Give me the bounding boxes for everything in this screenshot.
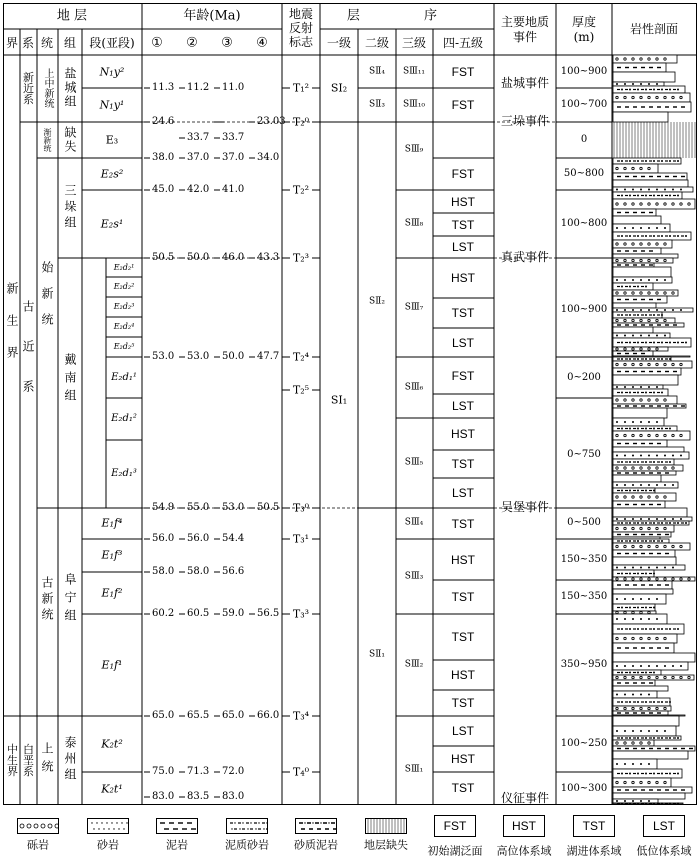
seismic-header: 地震反射标志 xyxy=(288,7,313,49)
thickness-0: 100~900 xyxy=(560,66,608,77)
col-formation: 组 xyxy=(63,36,77,50)
member-e1f4: E₁f⁴ xyxy=(101,516,123,530)
series-oligocene: 渐新统 xyxy=(43,128,52,152)
member-n1y2: N₁y² xyxy=(99,65,125,79)
member-e2d2-3: E₂d₂³ xyxy=(113,302,135,311)
age-c4-0: 23.03 xyxy=(257,116,286,127)
systems-tract-9: FST xyxy=(451,368,475,383)
age-c1-0: 11.3 xyxy=(152,82,175,93)
strata-header: 地 层 xyxy=(56,8,88,24)
thickness-8: 0~500 xyxy=(567,517,601,528)
legend-label-4: 砂质泥岩 xyxy=(294,838,338,852)
formation-missing: 缺失 xyxy=(63,126,77,154)
legend-swatch-sandy-mudstone xyxy=(295,818,337,834)
event-zhenwu: 真武事件 xyxy=(500,250,550,264)
member-e2s1: E₂s¹ xyxy=(100,217,124,231)
legend-swatch-hiatus xyxy=(365,818,407,834)
age-c3-3: 41.0 xyxy=(222,184,245,195)
seismic-marker-9: T₃⁴ xyxy=(292,709,310,723)
age-c2-1: 33.7 xyxy=(187,132,210,143)
age-c1-2: 38.0 xyxy=(152,152,175,163)
age-c2-6: 55.0 xyxy=(187,502,210,513)
member-e2d1-1: E₂d₁¹ xyxy=(111,372,137,383)
seq2-sii2: SⅡ₂ xyxy=(369,296,385,307)
age-c2-8: 58.0 xyxy=(187,566,210,577)
seq-level-3: 三级 xyxy=(401,36,427,50)
legend-label-6: 初始湖泛面 xyxy=(427,844,483,858)
legend-swatch-sandstone xyxy=(87,818,129,834)
seismic-marker-10: T₄⁰ xyxy=(292,765,310,779)
seq3-4: SⅢ₇ xyxy=(404,302,424,313)
col-erathem: 界 xyxy=(5,36,19,50)
age-c1-4: 50.5 xyxy=(152,252,175,263)
age-c1-9: 60.2 xyxy=(152,608,175,619)
system-paleogene: 古近系 xyxy=(21,300,35,420)
age-c4-6: 66.0 xyxy=(257,710,280,721)
seq3-6: SⅢ₅ xyxy=(404,457,424,468)
systems-tract-5: LST xyxy=(451,240,475,254)
age-c3-5: 50.0 xyxy=(222,351,245,362)
systems-tract-7: TST xyxy=(451,306,475,320)
seismic-marker-2: T₂² xyxy=(292,183,310,197)
formation-dainan: 戴南组 xyxy=(63,353,77,407)
lithology-header: 岩性剖面 xyxy=(629,22,679,36)
system-cretaceous: 白垩系 xyxy=(21,743,35,777)
age-c3-6: 53.0 xyxy=(222,502,245,513)
seq3-2: SⅢ₉ xyxy=(404,144,424,155)
member-e1f2: E₁f² xyxy=(101,586,123,600)
age-c2-10: 65.5 xyxy=(187,710,210,721)
legend-label-8: 湖进体系域 xyxy=(566,844,622,858)
seq3-3: SⅢ₈ xyxy=(404,218,424,229)
member-e2d2-1: E₂d₂¹ xyxy=(113,263,135,272)
age-c3-12: 83.0 xyxy=(222,791,245,802)
formation-funing: 阜宁组 xyxy=(63,573,77,627)
age-c2-9: 60.5 xyxy=(187,608,210,619)
seq1-si2: SⅠ₂ xyxy=(330,81,348,95)
age-col-1: ① xyxy=(151,35,163,51)
member-e2d2-5: E₂d₂⁵ xyxy=(113,342,135,351)
formation-taizhou: 泰州组 xyxy=(63,736,77,784)
systems-tract-8: LST xyxy=(451,335,475,350)
seq3-1: SⅢ₁₀ xyxy=(402,99,426,110)
age-c4-1: 34.0 xyxy=(257,152,280,163)
col-member: 段(亚段) xyxy=(89,36,135,50)
seismic-marker-4: T₂⁴ xyxy=(292,350,310,364)
age-c2-3: 42.0 xyxy=(187,184,210,195)
events-header: 主要地质事件 xyxy=(500,15,549,44)
age-col-3: ③ xyxy=(221,35,233,51)
member-e2d2-4: E₂d₂⁴ xyxy=(113,322,135,331)
age-c3-9: 59.0 xyxy=(222,608,245,619)
age-c3-2: 37.0 xyxy=(222,152,245,163)
age-c3-11: 72.0 xyxy=(222,766,245,777)
thickness-1: 100~700 xyxy=(560,99,608,110)
member-k2t2: K₂t² xyxy=(101,737,123,751)
seismic-marker-6: T₃⁰ xyxy=(292,501,310,515)
legend-label-1: 砂岩 xyxy=(97,838,119,852)
legend-swatch-muddy-sandstone xyxy=(226,818,268,834)
thickness-9: 150~350 xyxy=(560,554,608,565)
age-c4-3: 47.7 xyxy=(257,351,280,362)
systems-tract-1: FST xyxy=(451,98,475,112)
member-e2d2-2: E₂d₂² xyxy=(113,282,135,291)
thickness-10: 150~350 xyxy=(560,591,608,602)
age-c1-6: 54.9 xyxy=(152,502,175,513)
age-c2-7: 56.0 xyxy=(187,533,210,544)
systems-tract-12: TST xyxy=(451,457,475,471)
age-c2-11: 71.3 xyxy=(187,766,210,777)
event-yancheng: 盐城事件 xyxy=(500,76,550,90)
member-k2t1: K₂t¹ xyxy=(101,782,123,796)
age-c1-8: 58.0 xyxy=(152,566,175,577)
age-c2-12: 83.5 xyxy=(187,791,210,802)
age-c3-10: 65.0 xyxy=(222,710,245,721)
seq3-0: SⅢ₁₁ xyxy=(402,66,426,77)
seq-level-2: 二级 xyxy=(364,36,390,50)
thickness-5: 100~900 xyxy=(560,304,608,315)
systems-tract-6: HST xyxy=(451,271,475,285)
seq3-8: SⅢ₃ xyxy=(404,571,424,582)
seq-level-45: 四-五级 xyxy=(442,36,484,50)
legend-swatch-conglomerate xyxy=(17,818,59,834)
legend-label-9: 低位体系域 xyxy=(636,844,692,858)
seq2-sii3: SⅡ₃ xyxy=(369,99,385,110)
age-col-4: ④ xyxy=(256,35,268,51)
thickness-3: 50~800 xyxy=(563,168,605,179)
member-e2d1-2: E₂d₁² xyxy=(111,413,137,424)
member-e1f3: E₁f³ xyxy=(101,548,123,562)
legend-swatch-tst: TST xyxy=(573,815,615,837)
member-n1y1: N₁y¹ xyxy=(99,98,125,112)
systems-tract-11: HST xyxy=(451,427,475,441)
thickness-2: 0 xyxy=(580,134,588,145)
systems-tract-16: TST xyxy=(451,590,475,604)
age-c1-1: 24.6 xyxy=(152,116,175,127)
age-c4-2: 43.3 xyxy=(257,252,280,263)
member-e3: E₃ xyxy=(105,133,119,147)
series-eocene: 始新统 xyxy=(40,261,54,339)
member-e2s2: E₂s² xyxy=(100,167,124,181)
seismic-marker-8: T₃³ xyxy=(292,607,310,621)
age-c1-3: 45.0 xyxy=(152,184,175,195)
series-paleocene: 古新统 xyxy=(40,576,54,624)
seq3-5: SⅢ₆ xyxy=(404,382,424,393)
thickness-12: 100~250 xyxy=(560,738,608,749)
seq3-7: SⅢ₄ xyxy=(404,517,424,528)
age-c4-4: 50.5 xyxy=(257,502,280,513)
age-c2-0: 11.2 xyxy=(187,82,210,93)
event-wubao: 吴堡事件 xyxy=(500,500,550,514)
seq2-sii4: SⅡ₄ xyxy=(369,66,385,77)
thickness-header: 厚度(m) xyxy=(571,15,596,44)
age-c2-2: 37.0 xyxy=(187,152,210,163)
event-sanduo: 三垛事件 xyxy=(500,114,550,128)
col-system: 系 xyxy=(21,36,35,50)
sequence-header: 层 序 xyxy=(346,8,468,24)
age-c1-7: 56.0 xyxy=(152,533,175,544)
seq3-10: SⅢ₁ xyxy=(404,764,424,775)
erathem-mesozoic: 中生界 xyxy=(5,743,19,777)
legend-swatch-fst: FST xyxy=(434,815,476,837)
seq-level-1: 一级 xyxy=(326,36,352,50)
systems-tract-13: LST xyxy=(451,486,475,500)
systems-tract-18: HST xyxy=(451,668,475,682)
seismic-marker-0: T₁² xyxy=(292,81,310,95)
age-c1-12: 83.0 xyxy=(152,791,175,802)
member-e1f1: E₁f¹ xyxy=(101,658,123,672)
systems-tract-2: FST xyxy=(451,167,475,181)
legend-swatch-lst: LST xyxy=(643,815,685,837)
formation-yancheng: 盐城组 xyxy=(63,67,77,109)
systems-tract-3: HST xyxy=(451,194,475,209)
legend-label-7: 高位体系域 xyxy=(496,844,552,858)
age-c1-11: 75.0 xyxy=(152,766,175,777)
seq2-sii1: SⅡ₁ xyxy=(369,649,385,660)
erathem-cenozoic: 新生界 xyxy=(5,282,19,378)
age-c1-10: 65.0 xyxy=(152,710,175,721)
systems-tract-0: FST xyxy=(451,64,475,79)
systems-tract-21: HST xyxy=(451,752,475,766)
thickness-11: 350~950 xyxy=(560,659,608,670)
systems-tract-17: TST xyxy=(451,630,475,644)
age-header: 年龄(Ma) xyxy=(183,8,241,24)
systems-tract-19: TST xyxy=(451,696,475,710)
legend-label-3: 泥质砂岩 xyxy=(225,838,269,852)
series-upper: 上统 xyxy=(40,742,54,778)
event-yizheng: 仪征事件 xyxy=(500,791,550,805)
legend-label-5: 地层缺失 xyxy=(364,838,408,852)
systems-tract-22: TST xyxy=(451,781,475,795)
member-e2d1-3: E₂d₁³ xyxy=(111,468,137,479)
seismic-marker-3: T₂³ xyxy=(292,251,310,265)
age-c3-1: 33.7 xyxy=(222,132,245,143)
legend-swatch-hst: HST xyxy=(503,815,545,837)
legend-label-2: 泥岩 xyxy=(166,838,188,852)
thickness-7: 0~750 xyxy=(567,449,601,460)
systems-tract-15: HST xyxy=(451,552,475,567)
seq3-9: SⅢ₂ xyxy=(404,659,424,670)
seismic-marker-5: T₂⁵ xyxy=(292,383,310,397)
systems-tract-4: TST xyxy=(451,217,475,232)
age-c3-8: 56.6 xyxy=(222,566,245,577)
age-c3-0: 11.0 xyxy=(222,82,245,93)
systems-tract-20: LST xyxy=(451,724,475,738)
col-series: 统 xyxy=(40,36,54,50)
age-col-2: ② xyxy=(186,35,198,51)
legend-label-0: 砾岩 xyxy=(27,838,49,852)
age-c3-4: 46.0 xyxy=(222,252,245,263)
systems-tract-14: TST xyxy=(451,516,475,531)
age-c4-5: 56.5 xyxy=(257,608,280,619)
formation-sanduo: 三垛组 xyxy=(63,184,77,232)
age-c2-5: 53.0 xyxy=(187,351,210,362)
legend-swatch-mudstone xyxy=(156,818,198,834)
systems-tract-10: LST xyxy=(451,399,475,413)
age-c2-4: 50.0 xyxy=(187,252,210,263)
thickness-4: 100~800 xyxy=(560,218,608,229)
seq1-si1: SⅠ₁ xyxy=(330,393,348,407)
system-neogene: 新近系 xyxy=(21,71,35,105)
age-c1-5: 53.0 xyxy=(152,351,175,362)
age-c3-7: 54.4 xyxy=(222,533,245,544)
seismic-marker-1: T₂⁰ xyxy=(292,115,310,129)
thickness-13: 100~300 xyxy=(560,783,608,794)
series-upper-middle-miocene: 上中新统 xyxy=(42,68,53,108)
seismic-marker-7: T₃¹ xyxy=(292,532,310,546)
thickness-6: 0~200 xyxy=(567,372,601,383)
